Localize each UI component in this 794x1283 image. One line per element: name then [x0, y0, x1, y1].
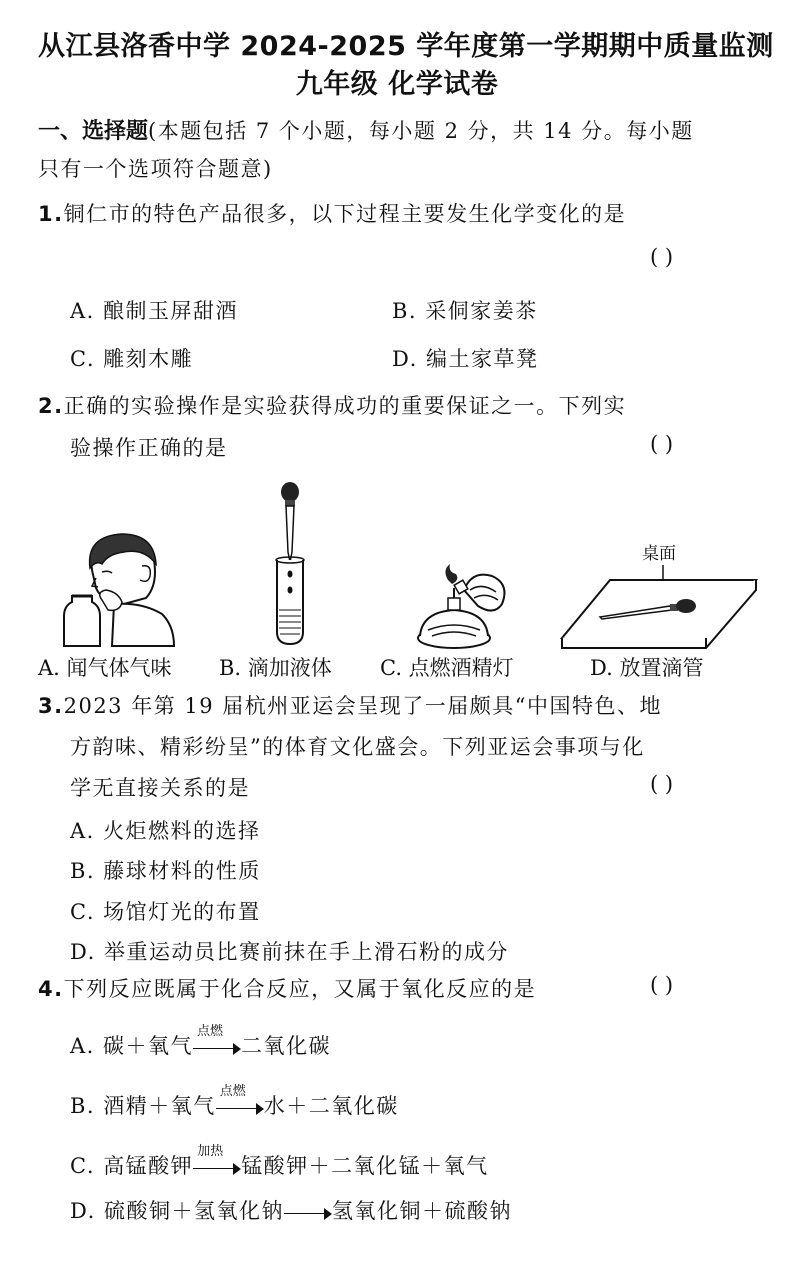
- figure-caption-a[interactable]: A. 闻气体气味: [38, 656, 172, 680]
- option-a[interactable]: A. 火炬燃料的选择: [70, 819, 261, 843]
- reactants: 硫酸铜＋氢氧化钠: [103, 1199, 284, 1223]
- figure-alcohol-lamp: [412, 560, 512, 652]
- question-1: [38, 198, 626, 228]
- question-text: 正确的实验操作是实验获得成功的重要保证之一。下列实: [63, 394, 627, 418]
- reactants: 高锰酸钾: [103, 1154, 194, 1178]
- section-heading: 一、选择题: [38, 119, 149, 144]
- reactants: 酒精＋氧气: [103, 1094, 216, 1118]
- option-b[interactable]: [70, 1083, 399, 1120]
- option-letter: A.: [70, 1034, 95, 1058]
- section-instructions: (本题包括 7 个小题，每小题 2 分，共 14 分。每小题: [148, 119, 694, 143]
- option-a[interactable]: [70, 1023, 332, 1060]
- option-letter: B.: [70, 1094, 96, 1118]
- products: 二氧化碳: [241, 1034, 332, 1058]
- question-text: 铜仁市的特色产品很多，以下过程主要发生化学变化的是: [63, 202, 627, 226]
- option-b[interactable]: B. 采侗家姜茶: [392, 299, 538, 323]
- reaction-arrow-icon: [193, 1023, 241, 1058]
- exam-title: 从江县洛香中学 2024-2025 学年度第一学期期中质量监测: [38, 31, 774, 62]
- figure-dropper-test-tube: [265, 482, 315, 647]
- exam-subtitle: 九年级 化学试卷: [295, 69, 499, 100]
- reactants: 碳＋氧气: [103, 1034, 194, 1058]
- option-d[interactable]: D. 举重运动员比赛前抹在手上滑石粉的成分: [70, 940, 509, 964]
- reaction-arrow-icon: [216, 1083, 264, 1118]
- question-2-cont: 验操作正确的是: [70, 436, 228, 460]
- question-3: [38, 690, 662, 720]
- option-d[interactable]: [70, 1195, 512, 1225]
- reaction-condition: 点燃: [197, 1023, 224, 1039]
- answer-bracket[interactable]: ( ): [650, 772, 674, 796]
- question-2: [38, 390, 626, 420]
- option-a[interactable]: A. 酿制玉屏甜酒: [70, 299, 239, 323]
- question-text: 下列反应既属于化合反应，又属于氧化反应的是: [63, 977, 537, 1001]
- figure-label-desk: 桌面: [642, 544, 676, 564]
- figure-dropper-on-desk: [560, 560, 760, 655]
- reaction-arrow-icon: [193, 1143, 241, 1178]
- question-4: [38, 973, 536, 1003]
- option-b[interactable]: B. 藤球材料的性质: [70, 859, 261, 883]
- figure-caption-b[interactable]: B. 滴加液体: [219, 656, 332, 680]
- answer-bracket[interactable]: ( ): [650, 245, 674, 269]
- question-3-cont-2: 学无直接关系的是: [70, 776, 250, 800]
- figure-caption-d[interactable]: D. 放置滴管: [590, 656, 704, 680]
- products: 氢氧化铜＋硫酸钠: [331, 1199, 512, 1223]
- reaction-arrow-icon: [284, 1203, 332, 1223]
- option-d[interactable]: D. 编土家草凳: [392, 347, 539, 371]
- option-letter: C.: [70, 1154, 95, 1178]
- reaction-condition: 点燃: [219, 1083, 246, 1099]
- option-c[interactable]: C. 雕刻木雕: [70, 347, 194, 371]
- question-number: 3.: [38, 694, 64, 718]
- answer-bracket[interactable]: ( ): [650, 973, 674, 997]
- figure-smell-gas: [62, 530, 182, 650]
- figure-caption-c[interactable]: C. 点燃酒精灯: [380, 656, 514, 680]
- question-number: 2.: [38, 394, 64, 418]
- option-c[interactable]: C. 场馆灯光的布置: [70, 900, 261, 924]
- option-c[interactable]: [70, 1143, 489, 1180]
- answer-bracket[interactable]: ( ): [650, 432, 674, 456]
- products: 水＋二氧化碳: [263, 1094, 399, 1118]
- products: 锰酸钾＋二氧化锰＋氧气: [241, 1154, 489, 1178]
- question-3-cont-1: 方韵味、精彩纷呈”的体育文化盛会。下列亚运会事项与化: [70, 735, 645, 759]
- option-letter: D.: [70, 1199, 96, 1223]
- reaction-condition: 加热: [197, 1143, 224, 1159]
- question-number: 1.: [38, 202, 64, 226]
- section-instructions-cont: 只有一个选项符合题意): [38, 157, 273, 181]
- question-text: 2023 年第 19 届杭州亚运会呈现了一届颇具“中国特色、地: [63, 694, 663, 718]
- section-heading-row: [38, 114, 694, 145]
- question-number: 4.: [38, 977, 64, 1001]
